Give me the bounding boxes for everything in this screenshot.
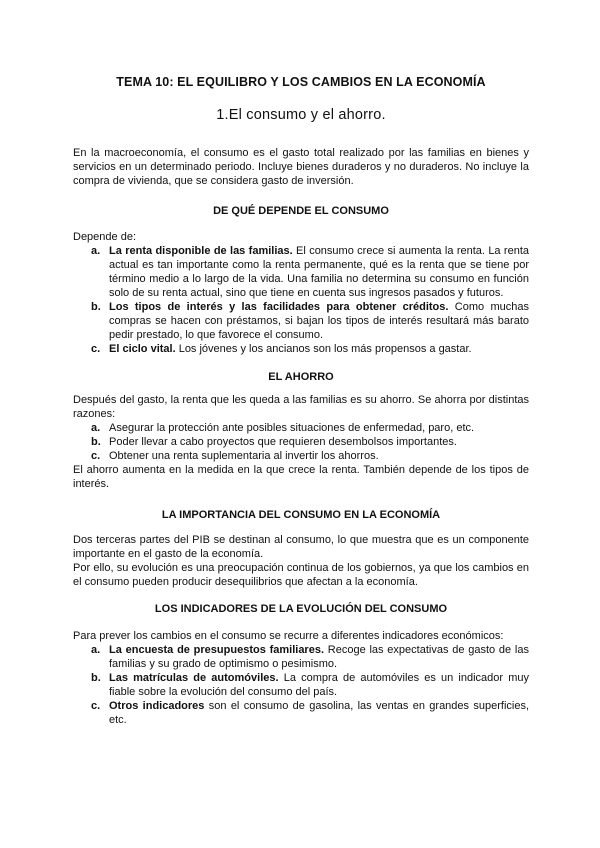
list-marker: b. [91,301,101,313]
list-item [73,435,529,449]
list-item-bold: Las matrículas de automóviles. [109,672,279,684]
importancia-paragraph-2: Por ello, su evolución es una preocupación continua de los gobiernos, ya que los cambios en el consumo pueden producir desequilibrios que afectan a la economía. [73,562,529,588]
section-heading-ahorro: EL AHORRO [268,371,334,383]
factor-list [73,244,529,356]
list-item-text: Recoge las expectativas de gasto de las familias y su grado de optimismo o pesimismo. [109,644,529,670]
section-ahorro-body [73,393,529,491]
section-lead: Depende de: [73,231,136,243]
list-item-text: Como muchas compras se hacen con préstamos, si bajan los tipos de interés resultará más barato pedir prestado, lo que favorece el consumo. [109,301,529,341]
list-marker: a. [91,245,101,257]
section-importancia-body [73,533,529,589]
list-marker: c. [91,700,101,712]
section-indicadores-body [73,629,529,727]
list-marker: a. [91,422,101,434]
importancia-paragraph-1: Dos terceras partes del PIB se destinan al consumo, lo que muestra que es un componente importante en el gasto de la economía. [73,534,529,560]
list-item-text: El consumo crece si aumenta la renta. La renta actual es tan importante como la renta permanente, qué es la renta que se tiene por término medio a lo largo de la vida. Una familia no determina su consumo en función solo de su renta actual, sino que tiene en cuenta sus ingresos pasados y futuros. [109,245,529,299]
section-heading-consumo: DE QUÉ DEPENDE EL CONSUMO [213,205,389,217]
closing-paragraph: El ahorro aumenta en la medida en la que crece la renta. También depende de los tipos de interés. [73,464,529,490]
list-item [73,300,529,342]
list-item-bold: La encuesta de presupuestos familiares. [109,644,325,656]
reason-list [73,421,529,463]
list-item [73,244,529,300]
list-item-text: Los jóvenes y los ancianos son los más propensos a gastar. [175,343,472,355]
list-item [73,699,529,727]
list-item-bold: Los tipos de interés y las facilidades para obtener créditos. [109,301,449,313]
list-marker: c. [91,343,101,355]
list-marker: b. [91,672,101,684]
list-marker: c. [91,450,101,462]
section-subtitle: 1.El consumo y el ahorro. [216,107,386,123]
list-item [73,342,529,356]
list-item [73,421,529,435]
section-heading-importancia: LA IMPORTANCIA DEL CONSUMO EN LA ECONOMÍA [161,509,441,521]
list-marker: a. [91,644,101,656]
list-item-text: Poder llevar a cabo proyectos que requieren desembolsos importantes. [109,436,457,448]
list-item [73,671,529,699]
intro-paragraph [73,146,529,188]
list-item-text: La compra de automóviles es un indicador muy fiable sobre la evolución del consumo del país. [109,672,529,698]
list-item-bold: Otros indicadores [109,700,205,712]
intro-text: En la macroeconomía, el consumo es el gasto total realizado por las familias en bienes y servicios en un determinado periodo. Incluye bienes duraderos y no duraderos. No incluye la compra de vivienda, que se considera gasto de inversión. [73,147,529,187]
list-item-text: Asegurar la protección ante posibles situaciones de enfermedad, paro, etc. [109,422,475,434]
section-consumo-body [73,230,529,356]
document-title: TEMA 10: EL EQUILIBRO Y LOS CAMBIOS EN LA ECONOMÍA [116,75,486,89]
list-item-text: Obtener una renta suplementaria al invertir los ahorros. [109,450,379,462]
section-heading-indicadores: LOS INDICADORES DE LA EVOLUCIÓN DEL CONSUMO [154,603,448,615]
list-item [73,449,529,463]
list-item-bold: El ciclo vital. [109,343,176,355]
list-marker: b. [91,436,101,448]
list-item-bold: La renta disponible de las familias. [109,245,293,257]
section-lead: Después del gasto, la renta que les queda a las familias es su ahorro. Se ahorra por distintas razones: [73,394,529,420]
list-item [73,643,529,671]
list-item-text: son el consumo de gasolina, las ventas en grandes superficies, etc. [109,700,530,726]
indicator-list [73,643,529,727]
section-lead: Para prever los cambios en el consumo se recurre a diferentes indicadores económicos: [73,630,504,642]
